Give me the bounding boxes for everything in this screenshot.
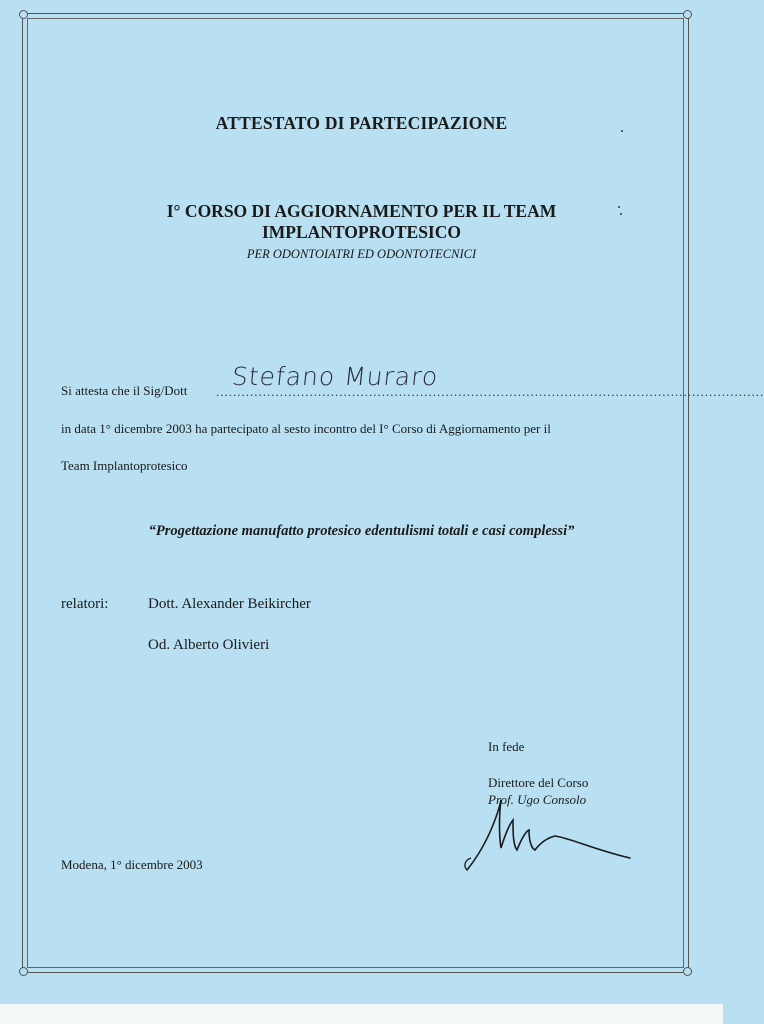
scan-speck <box>618 206 620 208</box>
participant-name-handwritten: Stefano Muraro <box>230 362 440 391</box>
speaker-2: Od. Alberto Olivieri <box>148 637 270 653</box>
scan-speck <box>621 130 623 132</box>
body-line-1: in data 1° dicembre 2003 ha partecipato al sesto incontro del I° Corso di Aggiornamento per il <box>61 421 551 436</box>
border-corner-ornament <box>683 10 692 19</box>
speaker-1: Dott. Alexander Beikircher <box>148 596 311 612</box>
director-name: Prof. Ugo Consolo <box>488 792 587 807</box>
scan-margin <box>0 1004 723 1024</box>
border-corner-ornament <box>19 10 28 19</box>
scan-speck <box>620 213 622 215</box>
body-line-2: Team Implantoprotesico <box>61 458 188 473</box>
speakers-label: relatori: <box>61 596 109 612</box>
place-date: Modena, 1° dicembre 2003 <box>61 857 203 872</box>
director-title: Direttore del Corso <box>488 775 589 790</box>
director-signature <box>455 790 635 880</box>
in-fede: In fede <box>488 739 525 754</box>
attest-prefix: Si attesta che il Sig/Dott <box>61 383 188 398</box>
name-dotted-line: ................................................................................................................................. <box>216 384 764 399</box>
border-corner-ornament <box>19 967 28 976</box>
course-title-line1: I° CORSO DI AGGIORNAMENTO PER IL TEAM <box>166 201 557 221</box>
course-title-line2: IMPLANTOPROTESICO <box>261 222 461 242</box>
course-subtitle: PER ODONTOIATRI ED ODONTOTECNICI <box>246 247 477 261</box>
seminar-topic: “Progettazione manufatto protesico edentulismi totali e casi complessi” <box>148 523 575 539</box>
border-corner-ornament <box>683 967 692 976</box>
certificate-heading: ATTESTATO DI PARTECIPAZIONE <box>215 113 508 133</box>
